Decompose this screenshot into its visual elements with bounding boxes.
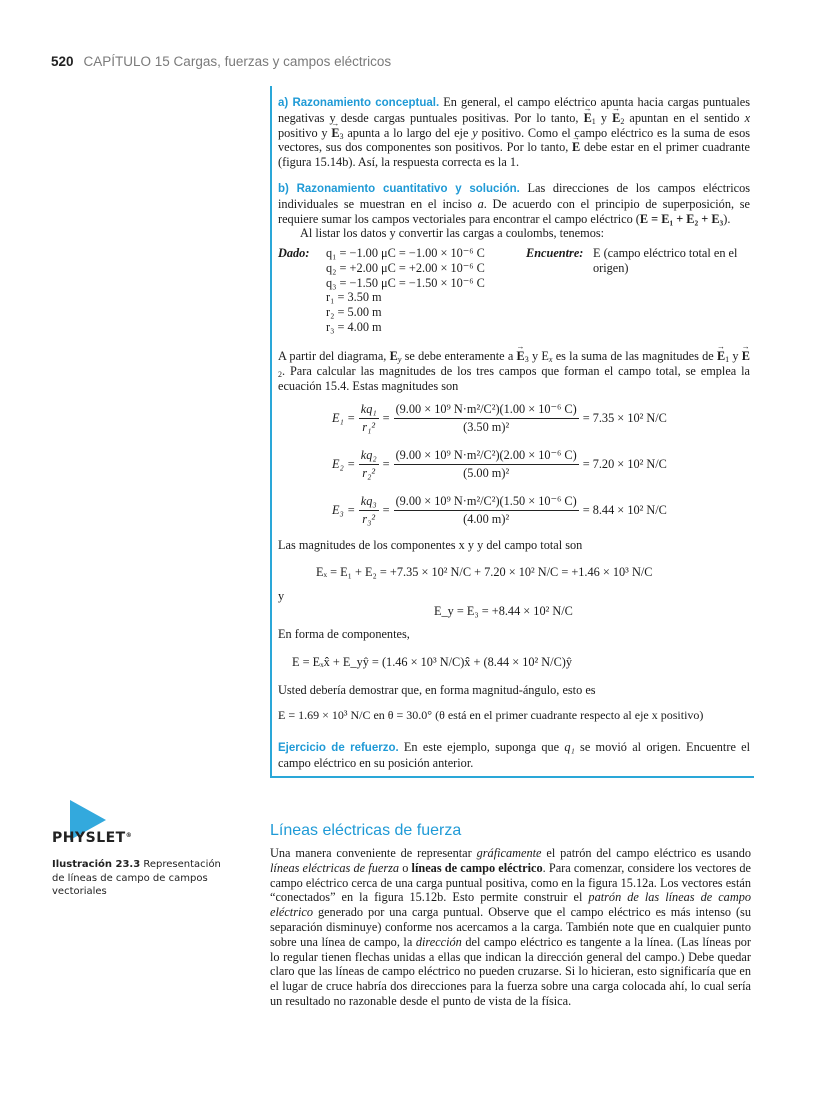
y-word: y	[278, 589, 285, 603]
para-text: se debe enteramente a	[404, 349, 514, 363]
eq-lhs: E₁	[332, 411, 344, 425]
subscript: 2	[620, 116, 625, 126]
given-line: q₂ = +2.00 μC = +2.00 × 10⁻⁶ C	[326, 260, 485, 275]
numerator: (9.00 × 10⁹ N·m²/C²)(1.00 × 10⁻⁶ C)	[394, 402, 579, 419]
logo-text: PHYSLET	[52, 830, 126, 846]
numerator: (9.00 × 10⁹ N·m²/C²)(2.00 × 10⁻⁶ C)	[394, 448, 579, 465]
para-text: y	[732, 349, 739, 363]
numerator: kq₃	[359, 494, 379, 511]
part-ref: a	[477, 196, 484, 211]
given-label-text: Dado:	[278, 246, 310, 260]
part-a-text: debe estar en el primer cuadrante (figura 15.14b). Así, la respuesta correcta es la 1.	[278, 140, 751, 170]
body-italic: patrón de las líneas de campo eléctrico	[270, 890, 752, 920]
para-text: es la suma de las magnitudes de	[555, 349, 714, 363]
given-list	[326, 246, 485, 335]
fraction	[394, 402, 579, 435]
ex-equation: Eₓ = E₁ + E₂ = +7.35 × 10² N/C + 7.20 × 10² N/C = +1.46 × 10³ N/C	[316, 565, 653, 579]
denominator: (4.00 m)²	[463, 512, 510, 526]
body-bold: líneas de campo eléctrico	[411, 860, 543, 875]
numerator: kq₁	[359, 402, 379, 419]
denominator: r₃²	[362, 512, 376, 526]
caption-text: Representación de líneas de campo de campos vectoriales	[52, 859, 221, 897]
ex-symbol: E	[541, 349, 549, 363]
find-label	[526, 246, 583, 261]
vector-e3: → E	[331, 126, 339, 141]
part-a-title: a) Razonamiento conceptual.	[278, 97, 440, 109]
component-form-label: En forma de componentes,	[278, 627, 410, 641]
vector-equation: E = Eₓx̂ + E_yŷ = (1.46 × 10³ N/C)x̂ + (8.44 × 10² N/C)ŷ	[292, 655, 573, 669]
vector-e3: → E	[517, 349, 525, 364]
vector-e: → E	[572, 140, 580, 155]
subscript: 1	[591, 116, 596, 126]
given-line: r₂ = 5.00 m	[326, 305, 382, 320]
para-text: y	[531, 349, 539, 363]
denominator: (3.50 m)²	[463, 420, 510, 434]
fraction	[394, 448, 579, 481]
eq-result: = 7.35 × 10² N/C	[582, 411, 667, 425]
components-intro: Las magnitudes de los componentes x y y del campo total son	[278, 538, 583, 552]
part-b-text: Las direcciones de los campos eléctricos individuales se muestran en el inciso	[278, 181, 751, 211]
fraction	[359, 494, 379, 527]
vector-e2: → E	[742, 349, 750, 364]
registered-mark: ®	[125, 832, 133, 839]
part-a-text: apunta a lo largo del eje	[347, 125, 469, 140]
fraction	[394, 494, 579, 527]
given-line: q₁ = −1.00 μC = −1.00 × 10⁻⁶ C	[326, 246, 485, 260]
diagram-paragraph	[278, 349, 750, 393]
ey-equation: E_y = E₃ = +8.44 × 10² N/C	[434, 604, 573, 618]
numerator: kq₂	[359, 448, 379, 465]
exercise-text: En este ejemplo, suponga que	[403, 740, 560, 754]
conjunction: y	[600, 110, 608, 125]
given-line: r₃ = 4.00 m	[326, 319, 382, 334]
subscript: 3	[524, 355, 529, 364]
body-text: el patrón del campo eléctrico es usando	[541, 846, 752, 860]
given-line: q₃ = −1.50 μC = −1.50 × 10⁻⁶ C	[326, 275, 485, 290]
denominator: (5.00 m)²	[463, 466, 510, 480]
exercise-title: Ejercicio de refuerzo.	[278, 742, 399, 754]
para-text: . Para calcular las magnitudes de los tres campos que forman el campo total, se emplea la ecuación 15.4. Estas magnitudes son	[278, 363, 750, 393]
body-text: Una manera conveniente de representar	[270, 846, 477, 860]
denominator: r₁²	[362, 420, 376, 434]
section-title: Líneas eléctricas de fuerza	[270, 822, 462, 839]
magnitude-angle: E = 1.69 × 10³ N/C en θ = 30.0° (θ está en el primer cuadrante respecto al eje x positivo)	[278, 708, 704, 722]
subscript: 3	[339, 131, 344, 141]
given-label	[278, 246, 309, 261]
part-b-text: ).	[723, 211, 731, 226]
q1-symbol: q₁	[564, 740, 575, 754]
body-text: o	[399, 860, 412, 875]
subscript: 1	[725, 355, 730, 364]
y-symbol: y	[472, 125, 478, 140]
body-italic: gráficamente	[476, 846, 542, 860]
subscript: y	[397, 355, 402, 364]
exercise	[278, 740, 750, 771]
para-text: A partir del diagrama,	[278, 349, 387, 363]
find-value: E (campo eléctrico total en el origen)	[593, 246, 738, 275]
given-line: r₁ = 3.50 m	[326, 290, 382, 305]
part-b-paragraph	[278, 181, 750, 226]
section-body	[270, 846, 751, 1009]
data-intro: Al listar los datos y convertir las cargas a coulombs, tenemos:	[300, 226, 605, 240]
part-a-text: positivo y	[278, 125, 328, 140]
sidebar-caption	[52, 858, 222, 899]
equation-e1: E₁ = $\frac{\text{kq₁}}{\text{r₁²}}$ = $\frac{\text{(9.00 × 10⁹ N·m²/C²)(1.00 × 10⁻⁶ C)}}{\text{(3.50 m)²}}$ = 7.35 × 10² N/C	[332, 402, 667, 434]
eq-result: = 8.44 × 10² N/C	[582, 503, 667, 517]
superposition-sum: E = E₁ + E₂ + E₃	[639, 211, 724, 226]
body-text: generado por una carga puntual. Observe que el campo eléctrico es más intenso (su separación disminuye) conforme nos acercamos a la carga. También note que en cualquier punto sobre una línea de campo, la	[270, 905, 751, 949]
numerator: (9.00 × 10⁹ N·m²/C²)(1.50 × 10⁻⁶ C)	[394, 494, 579, 511]
fraction	[359, 402, 379, 435]
body-text: del campo eléctrico es tangente a la línea. (Las líneas por lo regular tienen flechas unidas a ellas que indican la dirección general del campo.) Debe quedar claro que las líneas de campo eléctrico no pueden cruzarse. Si lo hicieran, esto significaría que en el lugar de cruce habría dos direcciones para la fuerza sobre una carga colocada ahí, lo cual sería un resultado no razonable desde el punto de vista de la física.	[270, 934, 751, 1008]
x-symbol: x	[744, 110, 751, 125]
physlet-logo	[52, 830, 132, 846]
subscript: 2	[278, 369, 282, 379]
eq-result: = 7.20 × 10² N/C	[582, 457, 667, 471]
body-italic: dirección	[415, 934, 462, 949]
find-label-text: Encuentre:	[526, 246, 584, 260]
part-b-text: . De acuerdo con el principio de superposición, se requiere sumar los campos vectoriales para encontrar el campo eléctrico (	[278, 196, 750, 226]
subscript: x	[548, 355, 553, 364]
part-b-title: b) Razonamiento cuantitativo y solución.	[278, 183, 520, 195]
vector-e1: → E	[717, 349, 725, 364]
part-a-text: positivo. Como el campo eléctrico es la suma de esos vectores, sus dos componentes son positivos. Por lo tanto,	[278, 125, 751, 155]
vector-e2: → E	[612, 111, 620, 126]
caption-bold: Ilustración 23.3	[52, 859, 141, 870]
equation-e3: E₃ = $\frac{\text{kq₃}}{\text{r₃²}}$ = $\frac{\text{(9.00 × 10⁹ N·m²/C²)(1.50 × 10⁻⁶ C)}}{\text{(4.00 m)²}}$ = 8.44 × 10² N/C	[332, 494, 667, 526]
eq-lhs: E₂	[332, 457, 344, 471]
magnitude-angle-intro: Usted debería demostrar que, en forma magnitud-ángulo, esto es	[278, 683, 596, 697]
equation-e2: E₂ = $\frac{\text{kq₂}}{\text{r₂²}}$ = $\frac{\text{(9.00 × 10⁹ N·m²/C²)(2.00 × 10⁻⁶ C)}}{\text{(5.00 m)²}}$ = 7.20 × 10² N/C	[332, 448, 667, 480]
page-header	[51, 54, 391, 69]
part-a-text: apuntan en el sentido	[629, 110, 740, 125]
exercise-text: se movió al origen. Encuentre el campo eléctrico en su posición anterior.	[278, 740, 751, 770]
page-number: 520	[51, 54, 74, 69]
part-a-paragraph	[278, 95, 750, 170]
vector-e1: → E	[584, 111, 592, 126]
chapter-title: CAPÍTULO 15 Cargas, fuerzas y campos eléctricos	[83, 54, 392, 69]
body-text: . Para comenzar, considere los vectores de campo eléctrico cerca de una carga puntual positiva, como en la figura 15.12a. Los vectores están “conectados” en la figura 15.12b. Esto permite construir el	[270, 860, 752, 905]
denominator: r₂²	[362, 466, 376, 480]
fraction	[359, 448, 379, 481]
part-a-text: En general, el campo eléctrico apunta hacia cargas puntuales negativas y desde cargas puntuales positivas. Por lo tanto,	[278, 95, 751, 125]
ey-symbol: E	[389, 349, 398, 363]
eq-lhs: E₃	[332, 503, 344, 517]
body-italic: líneas eléctricas de fuerza	[270, 860, 400, 875]
